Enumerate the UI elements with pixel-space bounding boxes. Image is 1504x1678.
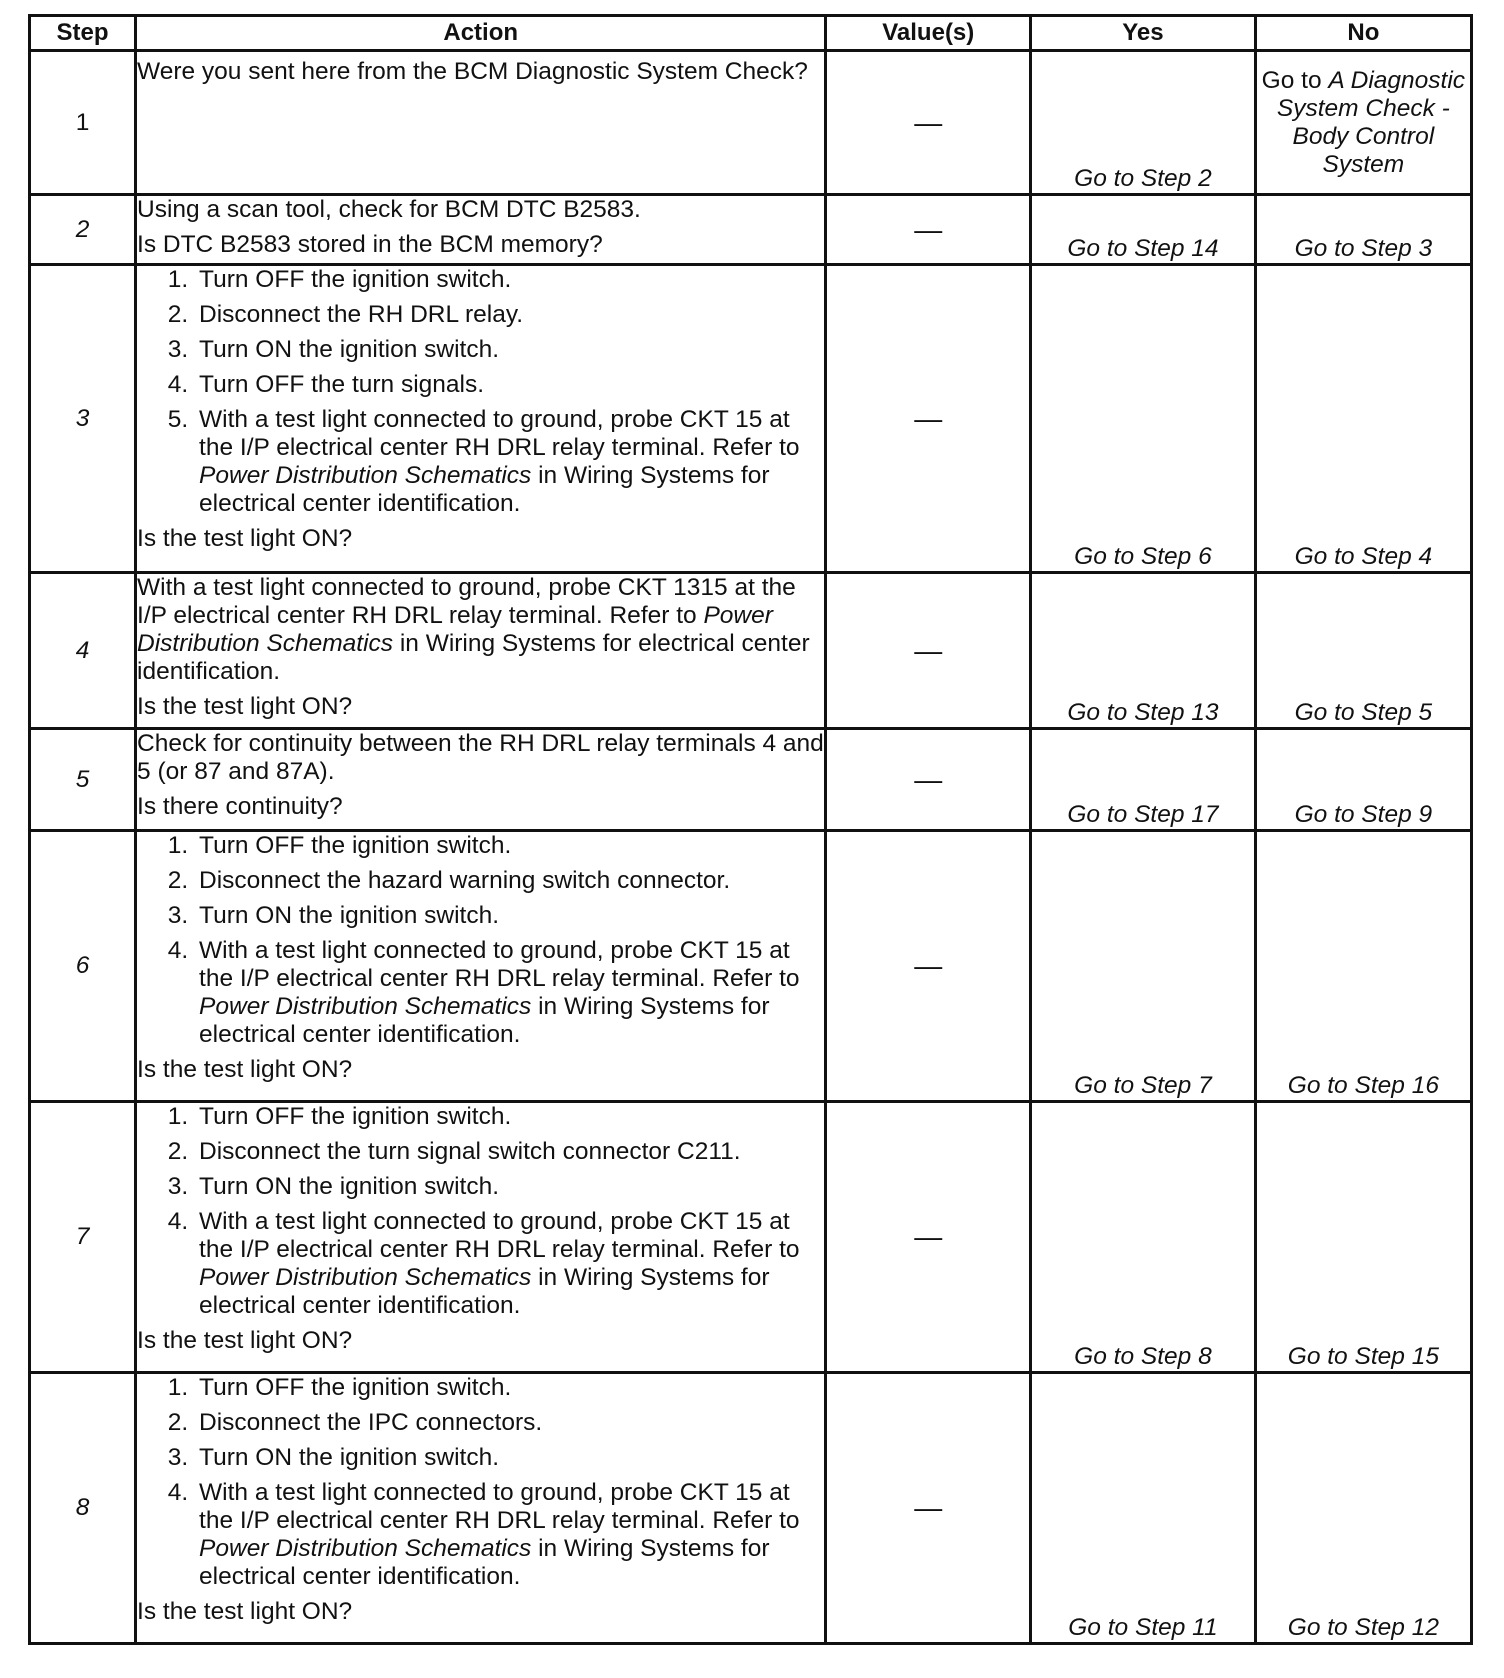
table-row — [30, 831, 1472, 1102]
yes-cell: Go to Step 17 — [1031, 729, 1256, 831]
list-item: 2. Disconnect the IPC connectors. — [195, 1409, 824, 1437]
yes-cell: Go to Step 8 — [1031, 1102, 1256, 1373]
action-cell — [136, 1102, 826, 1373]
table-row — [30, 195, 1472, 265]
schematic-reference: Power Distribution Schematics — [199, 1535, 532, 1562]
no-prefix: Go to — [1261, 66, 1329, 94]
no-reference: A Diagnostic System Check - Body Control System — [1276, 66, 1466, 178]
step-number: 5 — [30, 729, 136, 831]
procedure-list — [137, 266, 824, 518]
value-cell: — — [826, 729, 1031, 831]
list-item — [195, 937, 824, 1049]
list-item: 3. Turn ON the ignition switch. — [195, 1173, 824, 1201]
schematic-reference: Power Distribution Schematics — [199, 462, 532, 489]
action-question: Is the test light ON? — [137, 1056, 353, 1083]
step-number: 1 — [30, 51, 136, 195]
schematic-reference: Power Distribution Schematics — [199, 993, 532, 1020]
schematic-reference: Power Distribution Schematics — [137, 602, 773, 657]
action-question: Is the test light ON? — [137, 693, 353, 720]
action-cell — [136, 831, 826, 1102]
step-number: 7 — [30, 1102, 136, 1373]
list-item: 3. Turn ON the ignition switch. — [195, 336, 824, 364]
value-cell: — — [826, 265, 1031, 573]
action-text — [137, 574, 824, 686]
header-no: No — [1255, 16, 1471, 51]
list-item: 1. Turn OFF the ignition switch. — [195, 1374, 824, 1402]
value-cell: — — [826, 1373, 1031, 1644]
yes-cell: Go to Step 13 — [1031, 573, 1256, 729]
header-step: Step — [30, 16, 136, 51]
procedure-list — [137, 1374, 824, 1591]
action-text: Check for continuity between the RH DRL relay terminals 4 and 5 (or 87 and 87A). — [137, 730, 824, 785]
yes-cell: Go to Step 7 — [1031, 831, 1256, 1102]
action-cell — [136, 195, 826, 265]
action-question: Is the test light ON? — [137, 1598, 353, 1625]
no-cell: Go to Step 16 — [1255, 831, 1471, 1102]
list-item: 1. Turn OFF the ignition switch. — [195, 832, 824, 860]
action-text: Were you sent here from the BCM Diagnostic System Check? — [137, 58, 808, 85]
action-cell — [136, 1373, 826, 1644]
list-item — [195, 1208, 824, 1320]
table-row — [30, 1373, 1472, 1644]
step-number: 8 — [30, 1373, 136, 1644]
yes-cell: Go to Step 14 — [1031, 195, 1256, 265]
value-cell: — — [826, 195, 1031, 265]
value-cell: — — [826, 831, 1031, 1102]
no-cell: Go to Step 9 — [1255, 729, 1471, 831]
item-text: With a test light connected to ground, probe CKT 15 at the I/P electrical center RH DRL relay terminal. Refer to — [199, 406, 800, 461]
table-row — [30, 265, 1472, 573]
item-text: in Wiring Systems for electrical center identification. — [199, 462, 770, 517]
no-cell: Go to Step 12 — [1255, 1373, 1471, 1644]
action-question: Is the test light ON? — [137, 1327, 353, 1354]
item-text: in Wiring Systems for electrical center identification. — [199, 1264, 770, 1319]
value-cell: — — [826, 1102, 1031, 1373]
header-row — [30, 16, 1472, 51]
yes-cell: Go to Step 6 — [1031, 265, 1256, 573]
action-text-part: With a test light connected to ground, probe CKT 1315 at the I/P electrical center RH DRL relay terminal. Refer to — [137, 574, 796, 629]
table-row — [30, 729, 1472, 831]
item-text: With a test light connected to ground, probe CKT 15 at the I/P electrical center RH DRL relay terminal. Refer to — [199, 1479, 800, 1534]
list-item: 2. Disconnect the hazard warning switch connector. — [195, 867, 824, 895]
action-cell — [136, 573, 826, 729]
no-cell: Go to Step 3 — [1255, 195, 1471, 265]
schematic-reference: Power Distribution Schematics — [199, 1264, 532, 1291]
yes-cell: Go to Step 2 — [1031, 51, 1256, 195]
action-text: Using a scan tool, check for BCM DTC B2583. — [137, 196, 641, 223]
step-number: 6 — [30, 831, 136, 1102]
list-item: 2. Disconnect the turn signal switch connector C211. — [195, 1138, 824, 1166]
header-values: Value(s) — [826, 16, 1031, 51]
item-text: in Wiring Systems for electrical center identification. — [199, 1535, 770, 1590]
diagnostic-table — [28, 14, 1473, 1645]
no-cell: Go to Step 5 — [1255, 573, 1471, 729]
action-cell — [136, 729, 826, 831]
no-cell: Go to Step 15 — [1255, 1102, 1471, 1373]
no-cell: Go to Step 4 — [1255, 265, 1471, 573]
table-row — [30, 1102, 1472, 1373]
action-text-part: in Wiring Systems for electrical center identification. — [137, 630, 810, 685]
header-action: Action — [136, 16, 826, 51]
step-number: 4 — [30, 573, 136, 729]
action-cell — [136, 265, 826, 573]
header-yes: Yes — [1031, 16, 1256, 51]
step-number: 2 — [30, 195, 136, 265]
list-item — [195, 1479, 824, 1591]
list-item: 3. Turn ON the ignition switch. — [195, 1444, 824, 1472]
item-text: With a test light connected to ground, probe CKT 15 at the I/P electrical center RH DRL relay terminal. Refer to — [199, 1208, 800, 1263]
no-cell — [1255, 51, 1471, 195]
list-item: 3. Turn ON the ignition switch. — [195, 902, 824, 930]
yes-cell: Go to Step 11 — [1031, 1373, 1256, 1644]
item-text: in Wiring Systems for electrical center identification. — [199, 993, 770, 1048]
action-question: Is there continuity? — [137, 793, 343, 820]
list-item: 1. Turn OFF the ignition switch. — [195, 1103, 824, 1131]
action-question: Is the test light ON? — [137, 525, 353, 552]
value-cell: — — [826, 573, 1031, 729]
list-item: 4. Turn OFF the turn signals. — [195, 371, 824, 399]
list-item: 1. Turn OFF the ignition switch. — [195, 266, 824, 294]
item-text: With a test light connected to ground, probe CKT 15 at the I/P electrical center RH DRL relay terminal. Refer to — [199, 937, 800, 992]
action-cell — [136, 51, 826, 195]
table-row — [30, 51, 1472, 195]
list-item: 2. Disconnect the RH DRL relay. — [195, 301, 824, 329]
action-question: Is DTC B2583 stored in the BCM memory? — [137, 231, 603, 258]
value-cell: — — [826, 51, 1031, 195]
table-row — [30, 573, 1472, 729]
diagnostic-table-container — [28, 14, 1473, 1645]
list-item — [195, 406, 824, 518]
procedure-list — [137, 1103, 824, 1320]
procedure-list — [137, 832, 824, 1049]
step-number: 3 — [30, 265, 136, 573]
